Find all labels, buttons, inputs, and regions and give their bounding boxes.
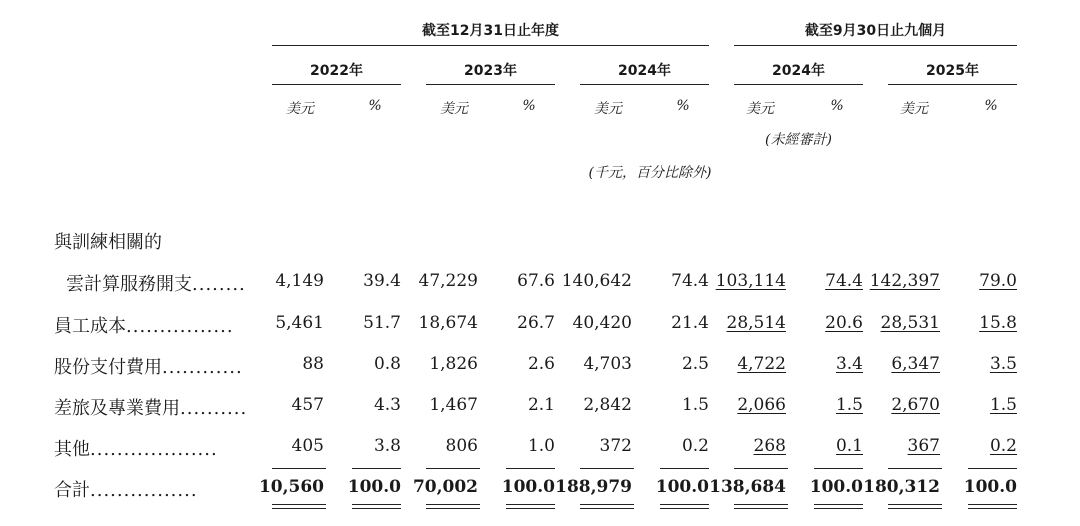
year-2022: 2022年 — [310, 63, 363, 79]
unit-pct-2025: % — [984, 98, 998, 114]
year-2022-rule — [272, 84, 401, 85]
cell-value — [856, 436, 940, 456]
cell-value — [793, 395, 863, 415]
leader-dots: ................... — [90, 439, 218, 460]
total-value: 100.0 — [347, 477, 401, 497]
total-rule-top — [352, 468, 401, 469]
cell-value — [702, 436, 786, 456]
cell-value — [856, 271, 940, 291]
cell-value — [947, 354, 1017, 374]
total-double-rule — [426, 504, 480, 509]
cell-value-text: 28,514 — [726, 313, 786, 333]
cell-value: 140,642 — [561, 271, 632, 291]
cell-value-text: 142,397 — [869, 271, 940, 291]
cell-value-text: 20.6 — [825, 313, 863, 333]
row-label-cloud — [66, 270, 246, 296]
cell-value — [793, 354, 863, 374]
unit-usd-2023: 美元 — [440, 101, 468, 117]
header-year-ended-rule — [272, 45, 709, 46]
total-double-rule — [352, 504, 401, 509]
cell-value: 4,703 — [583, 354, 632, 374]
cell-value — [702, 395, 786, 415]
leader-dots: ................ — [126, 316, 234, 337]
cell-value: 26.7 — [517, 313, 555, 333]
cell-value — [793, 313, 863, 333]
cell-value: 0.2 — [681, 436, 709, 456]
year-2024-nine-months: 2024年 — [772, 63, 825, 79]
cell-value-text: 367 — [907, 436, 940, 456]
year-2023-rule — [426, 84, 555, 85]
unit-usd-2025: 美元 — [900, 101, 928, 117]
total-double-rule — [580, 504, 634, 509]
cell-value — [947, 395, 1017, 415]
cell-value: 5,461 — [275, 313, 324, 333]
cell-value-text: 268 — [753, 436, 786, 456]
leader-dots: .......... — [180, 398, 248, 419]
cell-value: 457 — [291, 395, 324, 415]
cell-value: 405 — [291, 436, 324, 456]
total-double-rule — [506, 504, 555, 509]
total-rule-top — [506, 468, 555, 469]
unit-usd-2024-nm: 美元 — [746, 101, 774, 117]
total-rule-top — [660, 468, 709, 469]
total-double-rule — [734, 504, 788, 509]
row-label-text: 合計 — [54, 480, 90, 501]
thousands-note: (千元，百分比除外) — [588, 165, 712, 181]
cell-value — [793, 436, 863, 456]
unit-pct-2024-nm: % — [830, 98, 844, 114]
total-double-rule — [660, 504, 709, 509]
cell-value — [702, 354, 786, 374]
cell-value-text: 1.5 — [989, 395, 1017, 415]
year-2025: 2025年 — [926, 63, 979, 79]
cell-value — [856, 395, 940, 415]
cell-value: 1.5 — [681, 395, 709, 415]
row-label-text: 員工成本 — [54, 316, 126, 337]
cell-value: 88 — [302, 354, 324, 374]
cell-value: 18,674 — [418, 313, 478, 333]
cell-value: 47,229 — [418, 271, 478, 291]
total-value: 138,684 — [709, 477, 786, 497]
total-rule-top — [734, 468, 788, 469]
total-value: 188,979 — [555, 477, 632, 497]
cell-value-text: 1.5 — [835, 395, 863, 415]
cell-value: 51.7 — [363, 313, 401, 333]
leader-dots: ........ — [192, 274, 246, 295]
cell-value-text: 3.5 — [989, 354, 1017, 374]
total-rule-top — [272, 468, 326, 469]
unit-usd-2024: 美元 — [594, 101, 622, 117]
row-label-text: 股份支付費用 — [54, 357, 162, 378]
leader-dots: ................ — [90, 480, 198, 501]
cell-value — [947, 436, 1017, 456]
cell-value: 1.0 — [527, 436, 555, 456]
year-2025-rule — [888, 84, 1017, 85]
row-label-share — [54, 353, 243, 379]
cell-value-text: 2,670 — [891, 395, 940, 415]
cell-value: 40,420 — [572, 313, 632, 333]
total-value: 10,560 — [258, 477, 324, 497]
total-double-rule — [272, 504, 326, 509]
total-double-rule — [968, 504, 1017, 509]
cell-value: 4,149 — [275, 271, 324, 291]
leader-dots: ............ — [162, 357, 243, 378]
total-double-rule — [888, 504, 942, 509]
cell-value-text: 28,531 — [880, 313, 940, 333]
total-rule-top — [814, 468, 863, 469]
year-2023: 2023年 — [464, 63, 517, 79]
year-2024-rule — [580, 84, 709, 85]
cell-value: 1,467 — [429, 395, 478, 415]
row-label-travel — [54, 394, 247, 420]
unit-pct-2022: % — [368, 98, 382, 114]
cell-value-text: 0.2 — [989, 436, 1017, 456]
cell-value-text: 2,066 — [737, 395, 786, 415]
unit-usd-2022: 美元 — [286, 101, 314, 117]
total-value: 100.0 — [501, 477, 555, 497]
total-value: 180,312 — [863, 477, 940, 497]
cell-value-text: 15.8 — [979, 313, 1017, 333]
cell-value-text: 79.0 — [979, 271, 1017, 291]
total-value: 70,002 — [412, 477, 478, 497]
cell-value: 806 — [445, 436, 478, 456]
cell-value-text: 6,347 — [891, 354, 940, 374]
cell-value: 1,826 — [429, 354, 478, 374]
cell-value: 39.4 — [363, 271, 401, 291]
unaudited-note: (未經審計) — [765, 132, 832, 148]
cell-value-text: 4,722 — [737, 354, 786, 374]
cell-value — [793, 271, 863, 291]
cell-value-text: 3.4 — [835, 354, 863, 374]
cell-value — [702, 313, 786, 333]
unit-pct-2024: % — [676, 98, 690, 114]
cell-value — [702, 271, 786, 291]
total-value: 100.0 — [655, 477, 709, 497]
cell-value: 2.5 — [681, 354, 709, 374]
cell-value: 2.6 — [527, 354, 555, 374]
row-label-text: 雲計算服務開支 — [66, 274, 192, 295]
row-label-cloud-heading: 與訓練相關的 — [54, 232, 162, 253]
cell-value: 67.6 — [517, 271, 555, 291]
cell-value-text: 103,114 — [715, 271, 786, 291]
total-rule-top — [968, 468, 1017, 469]
total-rule-top — [580, 468, 634, 469]
cell-value-text: 0.1 — [835, 436, 863, 456]
cell-value: 2.1 — [527, 395, 555, 415]
year-2024: 2024年 — [618, 63, 671, 79]
row-label-text: 其他 — [54, 439, 90, 460]
row-label-text: 差旅及專業費用 — [54, 398, 180, 419]
cell-value-text: 74.4 — [825, 271, 863, 291]
row-label-total — [54, 476, 198, 502]
header-year-ended: 截至12月31日止年度 — [422, 23, 559, 39]
cell-value: 0.8 — [373, 354, 401, 374]
cell-value: 4.3 — [373, 395, 401, 415]
total-value: 100.0 — [809, 477, 863, 497]
cell-value: 3.8 — [373, 436, 401, 456]
cell-value: 372 — [599, 436, 632, 456]
row-label-staff — [54, 312, 234, 338]
header-nine-months: 截至9月30日止九個月 — [804, 23, 947, 39]
cell-value: 74.4 — [671, 271, 709, 291]
total-double-rule — [814, 504, 863, 509]
cell-value — [856, 313, 940, 333]
cell-value — [947, 271, 1017, 291]
total-rule-top — [426, 468, 480, 469]
unit-pct-2023: % — [522, 98, 536, 114]
total-rule-top — [888, 468, 942, 469]
cell-value — [856, 354, 940, 374]
cell-value — [947, 313, 1017, 333]
total-value: 100.0 — [963, 477, 1017, 497]
header-nine-months-rule — [734, 45, 1017, 46]
cell-value: 2,842 — [583, 395, 632, 415]
row-label-other — [54, 435, 218, 461]
cell-value: 21.4 — [671, 313, 709, 333]
year-2024-nine-months-rule — [734, 84, 863, 85]
